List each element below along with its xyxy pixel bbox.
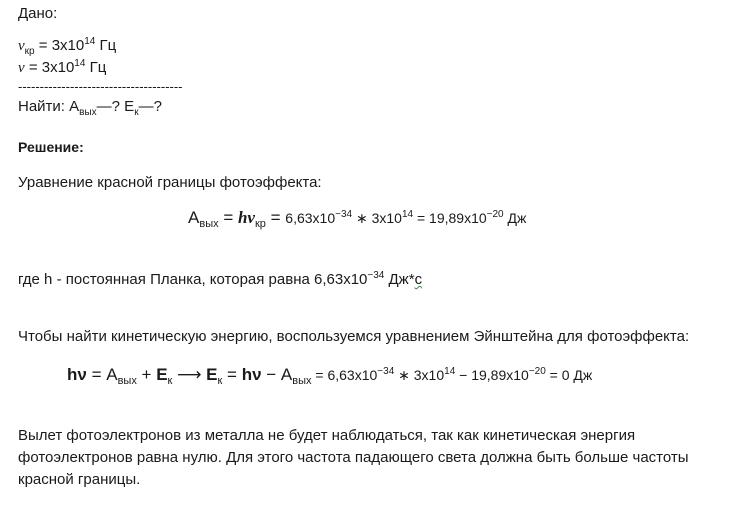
exponent: −34 bbox=[335, 209, 353, 220]
planck-note bbox=[18, 272, 422, 287]
value-text: = 3x10 bbox=[24, 59, 75, 76]
divider: -------------------------------------- bbox=[18, 79, 183, 94]
a-subscript: вых bbox=[199, 218, 219, 230]
value-text: = 3x10 bbox=[34, 37, 85, 54]
exponent: 14 bbox=[74, 58, 86, 69]
e-subscript: к bbox=[217, 375, 223, 387]
plus: + bbox=[136, 365, 157, 384]
arrow: ⟶ bbox=[172, 365, 207, 384]
e-symbol: Е bbox=[206, 365, 218, 384]
unit-tail: с bbox=[414, 271, 423, 288]
exponent: −20 bbox=[486, 209, 504, 220]
conclusion-line-1: Вылет фотоэлектронов из металла не будет наблюдаться, так как кинетическая энергия bbox=[18, 427, 636, 444]
equals: = bbox=[86, 365, 107, 384]
planck-note-text: где h - постоянная Планка, которая равна 6,63x10 bbox=[18, 271, 368, 288]
exponent: −34 bbox=[377, 366, 395, 377]
times-value: ∗ 3x10 bbox=[394, 367, 445, 383]
exponent: −34 bbox=[367, 270, 385, 281]
given-frequency bbox=[18, 60, 106, 76]
exponent: 14 bbox=[401, 209, 414, 220]
exponent: −20 bbox=[528, 366, 546, 377]
given-heading: Дано: bbox=[18, 5, 58, 22]
question: —? bbox=[138, 98, 162, 115]
a-symbol: А bbox=[69, 98, 80, 115]
planck-value: = 6,63x10 bbox=[311, 367, 378, 383]
nu-symbol: ν bbox=[18, 60, 25, 76]
e-subscript: к bbox=[167, 375, 173, 387]
h-nu: hν bbox=[241, 365, 262, 384]
e-symbol: Е bbox=[156, 365, 168, 384]
exponent: 14 bbox=[444, 366, 456, 377]
h-nu: hν bbox=[67, 365, 87, 384]
conclusion-line-2: фотоэлектронов равна нулю. Для этого частота падающего света должна быть больше частоты bbox=[18, 449, 689, 466]
a-symbol: А bbox=[106, 365, 118, 384]
exponent: 14 bbox=[84, 36, 96, 47]
equals: = bbox=[265, 208, 286, 227]
a-symbol: А bbox=[280, 365, 293, 384]
a-symbol: А bbox=[188, 208, 200, 227]
minus: − bbox=[261, 365, 281, 384]
find-line bbox=[18, 98, 162, 118]
given-frequency-critical bbox=[18, 36, 117, 57]
equals: = bbox=[222, 365, 242, 384]
h-nu: hν bbox=[237, 208, 255, 227]
einstein-equation bbox=[67, 365, 593, 387]
result-value: = 19,89x10 bbox=[413, 210, 487, 226]
e-symbol: Е bbox=[124, 98, 135, 115]
unit-text: Дж* bbox=[384, 271, 415, 288]
minus-value: − 19,89x10 bbox=[455, 367, 529, 383]
solution-heading: Решение: bbox=[18, 139, 84, 155]
nu-subscript: кр bbox=[24, 46, 35, 57]
einstein-intro: Чтобы найти кинетическую энергию, воспользуемся уравнением Эйнштейна для фотоэффекта: bbox=[18, 328, 690, 345]
unit-text: Гц bbox=[85, 59, 107, 76]
result-value: = 0 Дж bbox=[545, 367, 593, 383]
e-subscript: к bbox=[134, 107, 139, 118]
question: —? bbox=[96, 98, 125, 115]
a-subscript: вых bbox=[292, 375, 312, 387]
planck-value: 6,63x10 bbox=[285, 210, 336, 226]
equals: = bbox=[218, 208, 238, 227]
h-nu-subscript: кр bbox=[254, 218, 266, 230]
times-value: ∗ 3x10 bbox=[352, 210, 402, 226]
a-subscript: вых bbox=[79, 107, 97, 118]
nu-symbol: ν bbox=[18, 38, 25, 54]
a-subscript: вых bbox=[117, 375, 137, 387]
unit-text: Дж bbox=[503, 210, 527, 226]
red-boundary-intro: Уравнение красной границы фотоэффекта: bbox=[18, 174, 322, 191]
find-label: Найти: bbox=[18, 98, 70, 115]
conclusion-line-3: красной границы. bbox=[18, 471, 141, 488]
red-boundary-equation bbox=[188, 208, 527, 230]
unit-text: Гц bbox=[95, 37, 117, 54]
